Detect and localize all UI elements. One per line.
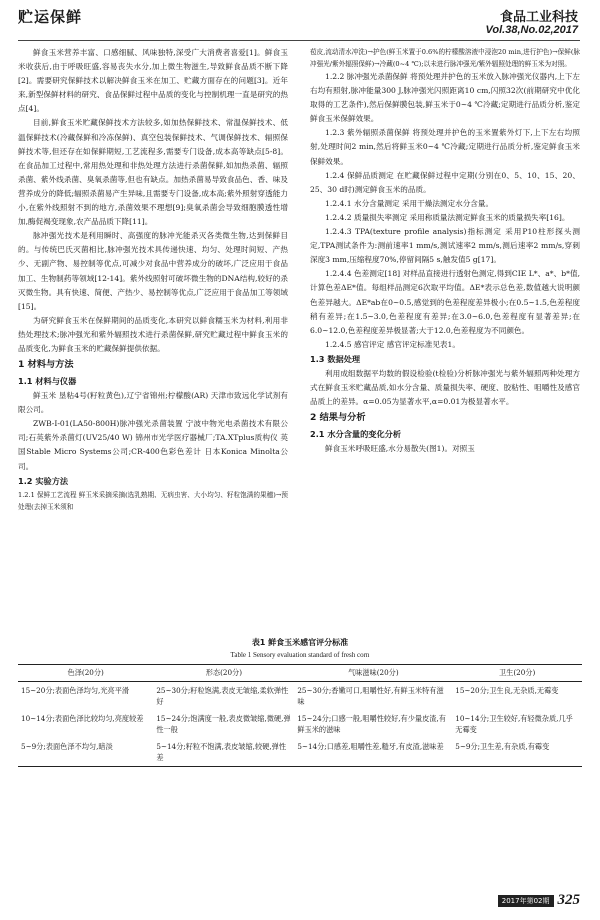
table-cell: 5~14分;籽粒不饱满,表皮皱缩,较硬,弹性差 (153, 738, 294, 767)
section-running-title: 贮运保鲜 (18, 8, 83, 26)
table-cell: 25~30分;香嫩可口,咀嚼性好,有鲜玉米特有滋味 (297, 685, 444, 706)
method-paragraph: 1.2.4.5 感官评定 感官评定标准见表1。 (325, 339, 460, 349)
subsection-heading: 1.3 数据处理 (310, 353, 361, 364)
page-number: 325 (557, 892, 580, 908)
intro-paragraph: 鲜食玉米营养丰富、口感细腻、风味独特,深受广大消费者喜爱[1]。鲜食玉米收获后,由于呼吸旺盛,容易丧失水分,加上微生物滋生,导致鲜食品质不断下降[2]。需要研究保鲜技术以解决鲜食玉米在加工、贮藏方面存在的问题[3]。近年来,新型保鲜材料的研究、食品保鲜过程中品质的变化与控制机理一直是研究的热点[4]。 (18, 48, 288, 114)
table-cell: 10~14分;卫生较好,有轻微杂质,几乎无霉变 (455, 713, 573, 734)
table-cell: 15~20分;卫生良,无杂质,无霉变 (455, 685, 559, 695)
intro-paragraph: 目前,鲜食玉米贮藏保鲜技术方法较多,如加热保鲜技术、常温保鲜技术、低温保鲜技术(冷藏保鲜和冷冻保鲜)、真空包装保鲜技术、气调保鲜技术、辐照保鲜技术等,但还存在如保鲜期短,工艺流程多,需要专门设备,成本高等缺点[5-8]。在食品加工过程中,常用热处理和非热处理方法进行杀菌保鲜,如加热杀菌、辐照杀菌、紫外线杀菌、臭氧杀菌等,但也有缺点。加热杀菌易导致食品色、香、味及营养成分的降低;辐照杀菌易产生异味,且需要专门设备,成本高;紫外照射穿透能力小,在紫外线照射不到的地方,杀菌效果不理想[9];臭氧杀菌会导致细胞膜透性增加,酶促褐变现象,农产品品质下降[11]。 (18, 118, 288, 227)
subsection-heading: 1.1 材料与仪器 (18, 376, 77, 387)
table-header-row (18, 665, 582, 682)
table-row (18, 681, 582, 710)
method-paragraph: 1.2.2 脉冲强光杀菌保鲜 将预处理并护色的玉米放入脉冲强光仪器内,上下左右均有照射,脉冲能量300 J,脉冲强光闪照距离10 cm,闪照32次(前期研究中优化取得的工艺条件),然后保鲜膜包装,鲜玉米于0~4 ℃冷藏;定期进行品质分析,鉴定鲜食玉米保鲜效果。 (310, 72, 580, 124)
sensory-evaluation-table (18, 664, 582, 767)
method-paragraph: 1.2.4.1 水分含量测定 采用干燥法测定水分含量。 (325, 198, 494, 208)
right-column (310, 46, 580, 456)
header-rule (18, 40, 580, 41)
table-cell: 15~24分;饱满度一般,表皮微皱缩,微硬,弹性一般 (156, 713, 291, 734)
method-paragraph: 1.2.3 紫外辐照杀菌保鲜 将预处理并护色的玉米置紫外灯下,上下左右均照射,处理时间2 min,然后将鲜玉米0~4 ℃冷藏;定期进行品质分析,鉴定鲜食玉米保鲜效果。 (310, 128, 580, 166)
materials-paragraph: ZWB-I-01(LA50-800H)脉冲强光杀菌装置 宁波中物光电杀菌技术有限公司;石英紫外杀菌灯(UV25/40 W) 锦州市光学医疗器械厂;TA.XTplus质构仪 英国Stable Micro Systems公司;CR-400色彩色差计 日本Konica Minolta公司。 (18, 419, 288, 471)
table-cell: 5~9分;表面色泽不均匀,暗淡 (18, 738, 153, 767)
page-footer (498, 892, 580, 909)
subsection-heading: 1.2 实验方法 (18, 475, 69, 486)
table-caption-english: Table 1 Sensory evaluation standard of fresh corn (230, 651, 370, 659)
table-header-cell: 卫生(20分) (452, 665, 582, 682)
volume-issue: Vol.38,No.02,2017 (485, 24, 578, 36)
section-heading: 2 结果与分析 (310, 412, 366, 424)
data-processing-paragraph: 利用成组数据平均数的假设检验(t检验)分析脉冲强光与紫外辐照两种处理方式在鲜食玉米贮藏品质,如水分含量、质量损失率、硬度、胶粘性、咀嚼性及感官品质上的差异。α=0.05为显著水平,α=0.01为极显著水平。 (310, 368, 580, 407)
issue-label: 2017年第02期 (498, 895, 554, 907)
table-cell: 5~9分;卫生差,有杂质,有霉变 (452, 738, 582, 767)
method-paragraph: 1.2.4.3 TPA(texture profile analysis)指标测定 采用P10柱形探头测定,TPA测试条件为:测前速率1 mm/s,测试速率2 mm/s,测后速率2 mm/s,穿刺深度3 mm,压缩程度70%,停留间隔5 s,触发值5 g[17]。 (310, 227, 580, 265)
section-heading: 1 材料与方法 (18, 359, 74, 371)
subsection-heading: 2.1 水分含量的变化分析 (310, 429, 402, 440)
table-row (18, 738, 582, 767)
table-header-cell: 色泽(20分) (18, 665, 153, 682)
journal-name: 食品工业科技 (499, 10, 578, 25)
table-header-cell: 气味滋味(20分) (294, 665, 452, 682)
method-paragraph: 1.2.1 保鲜工艺流程 鲜玉米采摘采摘(选乳熟期、无病虫害、大小均匀、籽粒饱满的果穗)→预处理(去掉玉米须和 (18, 490, 288, 511)
method-paragraph: 1.2.4.2 质量损失率测定 采用称质量法测定鲜食玉米的质量损失率[16]。 (325, 212, 570, 222)
table-row (18, 710, 582, 738)
table-cell: 15~24分;口感一般,咀嚼性较好,有少量皮渣,有鲜玉米的滋味 (297, 713, 446, 734)
intro-paragraph: 为研究鲜食玉米在保鲜期间的品质变化,本研究以鲜食糯玉米为材料,利用非热处理技术;脉冲强光和紫外辐照技术进行杀菌保鲜,研究贮藏过程中鲜食玉米的品质变化,为鲜食玉米的贮藏保鲜提供依据。 (18, 315, 288, 353)
table-cell: 5~14分;口感差,咀嚼性差,糙牙,有皮渣,滋味差 (294, 738, 452, 767)
materials-paragraph: 鲜玉米 垦粘4号(籽粒黄色),辽宁省锦州;柠檬酸(AR) 天津市致远化学试剂有限公司。 (18, 391, 288, 415)
table-caption: 表1 鲜食玉米感官评分标准 (251, 638, 349, 647)
table-header-cell: 形态(20分) (153, 665, 294, 682)
table-cell: 10~14分;表面色泽比较均匀,亮度较差 (21, 713, 144, 723)
results-paragraph: 鲜食玉米呼吸旺盛,水分易散失(图1)。对照玉 (325, 444, 475, 454)
method-paragraph: 1.2.4.4 色差测定[18] 对样品直接进行透射色测定,得到CIE L*、a*、b*值,计算色差ΔE*值。每组样品测定6次取平均值。ΔE*表示总色差,数值越大说明颜色差异越大。ΔE*ab在0~0.5,感觉到的色差程度差异极小;在0.5~1.5,色差程度稍有差异;在1.5~3.0,色差程度有差异;在3.0~6.0,色差程度有显著差异;在6.0~12.0,色差程度差异极显著;大于12.0,色差程度为不同颜色。 (310, 269, 580, 335)
method-paragraph: 1.2.4 保鲜品质测定 在贮藏保鲜过程中定期(分别在0、5、10、15、20、25、30 d时)测定鲜食玉米的品质。 (310, 170, 580, 194)
method-paragraph: 苞皮,流动清水冲洗)→护色(鲜玉米置于0.6%的柠檬酸溶液中浸泡20 min,进行护色)→保鲜(脉冲强光/紫外辐照保鲜)→冷藏(0~4 ℃);以未进行脉冲强光/紫外辐照处理的鲜玉米为对照。 (310, 48, 580, 68)
table-cell: 25~30分;籽粒饱满,表皮无皱缩,柔软弹性好 (156, 685, 289, 706)
table-cell: 15~20分;表面色泽均匀,光亮平滑 (21, 685, 130, 695)
intro-paragraph: 脉冲强光技术是利用瞬时、高强度的脉冲光能杀灭各类微生物,达到保鲜目的。与传统巴氏灭菌相比,脉冲强光技术具传递快速、均匀、处理时间短、产热少、无副产物、易控制等优点,可减少对食品中营养成分的破坏,广泛应用于食品加工、生物制药等领域[12-14]。紫外线照射可破坏微生物的DNA结构,较好的杀灭微生物。具有快速、简便、产热少、易控制等优点,广泛应用于食品加工等领域[15]。 (18, 231, 288, 311)
left-column (18, 46, 288, 513)
